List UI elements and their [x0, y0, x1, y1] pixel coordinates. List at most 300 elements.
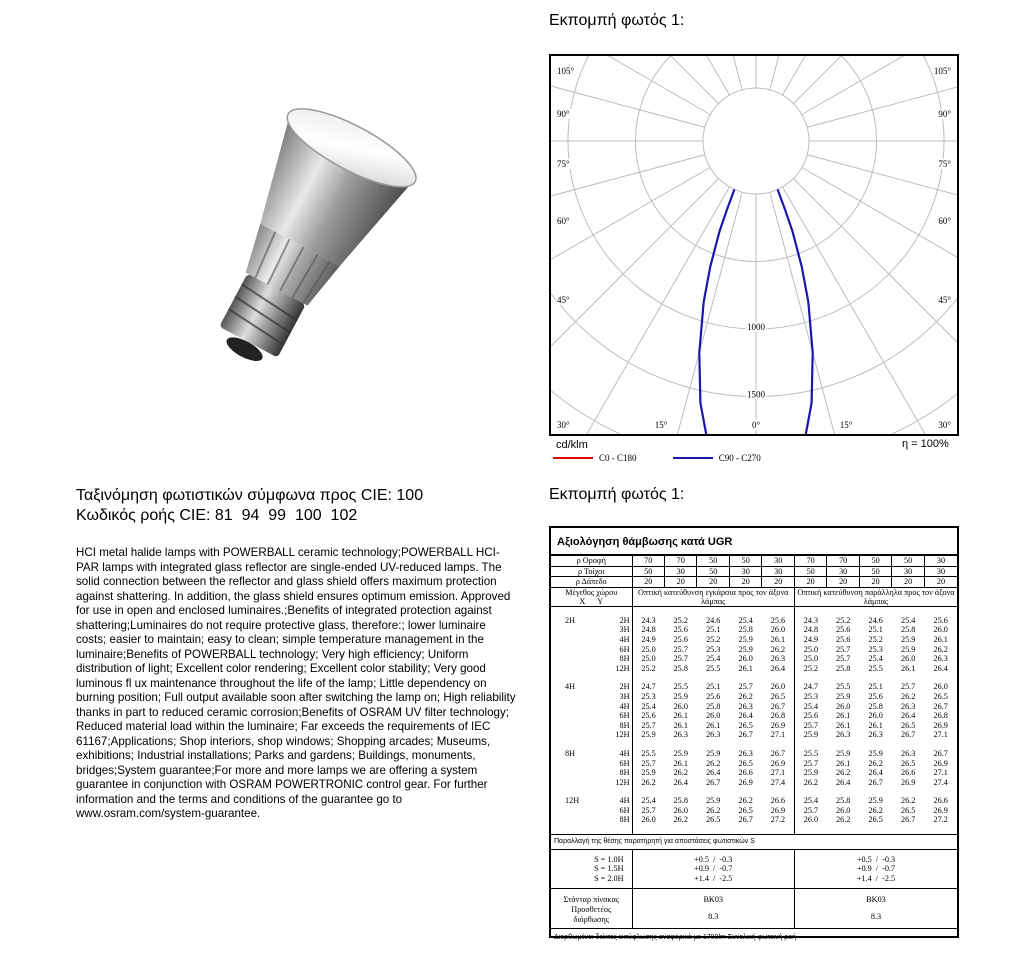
reflectance-value: 20 [697, 577, 729, 588]
ugr-value: 26.0 [641, 815, 656, 825]
room-y: 3H [599, 625, 632, 635]
ugr-value: 27.2 [762, 815, 794, 825]
ugr-value: 26.5 [738, 720, 753, 730]
polar-radial-line [551, 168, 710, 435]
ugr-value: 26.8 [762, 711, 794, 721]
ugr-row [551, 682, 957, 692]
room-x [551, 806, 599, 816]
ugr-value: 26.0 [933, 682, 948, 692]
reflectance-value: 30 [892, 566, 924, 577]
ugr-row [551, 645, 957, 655]
ugr-value: 25.6 [836, 625, 851, 635]
ugr-value: 25.8 [868, 701, 883, 711]
polar-radial-line [802, 56, 957, 115]
efficiency-label: η = 100% [902, 438, 949, 450]
ugr-value: 26.9 [762, 759, 794, 769]
ugr-value: 26.0 [673, 805, 688, 815]
ugr-value: 26.7 [933, 701, 948, 711]
polar-radial-line [551, 56, 730, 95]
polar-grid [551, 56, 957, 434]
room-y: 2H [599, 682, 632, 692]
ugr-row [551, 692, 957, 702]
ugr-value: 25.4 [738, 615, 753, 625]
reflectance-value: 30 [729, 566, 761, 577]
ugr-value: 26.5 [900, 805, 916, 815]
ugr-value: 25.9 [706, 748, 721, 758]
ugr-value: 24.9 [803, 634, 819, 644]
ugr-value: 25.1 [868, 625, 883, 635]
reflectance-value: 70 [632, 556, 664, 567]
reflectance-value: 30 [924, 556, 957, 567]
ugr-value: 25.2 [673, 615, 688, 625]
ugr-value: 26.2 [706, 758, 721, 768]
ugr-value: 26.7 [738, 730, 753, 740]
standard-parallel: BK03 [866, 895, 886, 905]
ugr-value: 26.3 [900, 748, 916, 758]
variation-row [551, 874, 957, 889]
ugr-value: 26.6 [762, 796, 794, 806]
polar-angle-label-left: 90° [557, 109, 570, 119]
room-y: 2H [599, 616, 632, 626]
ugr-footnote: Διορθωμένοι δείκτες εκτύφλωσης αναφορικά με 1700lm Συνολική φωτεινή ροή [551, 929, 957, 947]
ugr-value: 26.2 [673, 768, 688, 778]
ugr-value: 26.3 [900, 701, 916, 711]
ugr-value: 25.7 [673, 654, 688, 664]
polar-chart-svg [551, 56, 957, 434]
ugr-value: 26.3 [868, 730, 883, 740]
reflectance-value: 30 [762, 556, 794, 567]
room-y: 8H [599, 654, 632, 664]
reflectance-rows [551, 556, 957, 588]
reflectance-value: 20 [827, 577, 859, 588]
variation-row [551, 849, 957, 864]
size-header [551, 587, 957, 606]
ugr-value: 26.5 [706, 815, 721, 825]
room-y: 12H [599, 730, 632, 740]
reflectance-label: ρ Τοίχοι [551, 566, 632, 577]
ugr-value: 26.3 [836, 730, 851, 740]
ugr-value: 25.1 [706, 682, 721, 692]
ugr-value: 26.6 [900, 768, 916, 778]
ugr-value: 26.4 [933, 663, 948, 673]
ugr-value: 26.1 [673, 758, 688, 768]
ugr-value: 25.7 [641, 758, 656, 768]
ugr-value: 25.2 [868, 634, 883, 644]
ugr-value: 25.4 [900, 615, 916, 625]
legend-label-c0: C0 - C180 [599, 452, 637, 463]
ugr-variation [551, 834, 957, 947]
reflectance-label: ρ Δάπεδο [551, 577, 632, 588]
ugr-value: 25.8 [738, 625, 753, 635]
ugr-value: 27.2 [933, 815, 948, 825]
reflectance-value: 30 [924, 566, 957, 577]
ugr-value: 25.9 [673, 748, 688, 758]
ugr-value: 27.1 [762, 768, 794, 778]
ugr-row [551, 749, 957, 759]
ugr-row [551, 616, 957, 626]
ugr-value: 26.2 [900, 796, 916, 806]
cie-flux-code-line: Κωδικός ροής CIE: 81 94 99 100 102 [76, 507, 358, 524]
variation-value: +0.9 / -0.7 [632, 864, 795, 874]
ugr-value: 24.8 [641, 625, 656, 635]
reflectance-value: 50 [859, 556, 891, 567]
view-cross-header: Οπτική κατεύθυνση εγκάρσια προς τον άξονα λάμπας [632, 587, 794, 606]
ugr-value: 25.3 [641, 691, 656, 701]
ugr-value: 26.7 [900, 730, 916, 740]
ugr-value: 25.6 [641, 711, 656, 721]
legend-swatch-c0 [553, 457, 593, 459]
polar-angle-label-right: 75° [938, 159, 951, 169]
room-y: 8H [599, 768, 632, 778]
ugr-value: 26.2 [868, 758, 883, 768]
ugr-value: 25.6 [933, 615, 948, 625]
room-x [551, 645, 599, 655]
ugr-value: 25.0 [803, 644, 819, 654]
reflectance-value: 20 [665, 577, 697, 588]
ugr-value: 25.5 [836, 682, 851, 692]
reflectance-value: 20 [794, 577, 826, 588]
ugr-value: 26.0 [673, 701, 688, 711]
ugr-value: 26.2 [868, 805, 883, 815]
ugr-value: 25.9 [641, 768, 656, 778]
reflectance-value: 20 [729, 577, 761, 588]
reflectance-value: 70 [794, 556, 826, 567]
ugr-value: 26.2 [803, 777, 819, 787]
room-x [551, 635, 599, 645]
reflectance-value: 30 [665, 566, 697, 577]
room-x [551, 692, 599, 702]
ugr-value: 26.2 [900, 691, 916, 701]
ugr-value: 25.4 [706, 654, 721, 664]
ugr-row [551, 768, 957, 778]
ugr-row [551, 664, 957, 674]
room-x [551, 815, 599, 825]
polar-radial-line [551, 56, 742, 90]
ugr-value: 26.1 [836, 758, 851, 768]
ugr-value: 26.6 [933, 796, 948, 806]
ugr-value: 25.3 [868, 644, 883, 654]
room-size-label: Μέγεθος χώρου [565, 587, 618, 597]
ugr-value: 25.9 [803, 730, 819, 740]
ugr-value: 25.7 [803, 758, 819, 768]
ugr-value: 26.1 [836, 711, 851, 721]
room-x [551, 768, 599, 778]
ugr-value: 26.5 [900, 720, 916, 730]
ugr-value: 25.9 [900, 634, 916, 644]
ugr-value: 26.9 [738, 777, 753, 787]
ugr-value: 25.0 [641, 644, 656, 654]
ugr-value: 25.9 [738, 644, 753, 654]
ugr-value: 25.8 [706, 701, 721, 711]
ugr-value: 26.7 [868, 777, 883, 787]
variation-s: S = 1.5H [551, 864, 632, 874]
ugr-value: 26.3 [933, 654, 948, 664]
ugr-value: 25.8 [673, 796, 688, 806]
ugr-value: 26.2 [836, 815, 851, 825]
ugr-value: 26.1 [933, 634, 948, 644]
ugr-value: 25.9 [738, 634, 753, 644]
ugr-value: 25.8 [900, 625, 916, 635]
polar-inner-circle [703, 88, 809, 194]
ugr-value: 26.9 [933, 720, 948, 730]
ugr-value: 26.7 [706, 777, 721, 787]
polar-angle-label-right: 105° [933, 66, 951, 76]
ugr-value: 24.3 [641, 615, 656, 625]
ugr-row [551, 730, 957, 740]
ugr-value: 26.7 [762, 749, 794, 759]
room-y: 6H [599, 806, 632, 816]
reflectance-row [551, 556, 957, 567]
ugr-value: 25.6 [673, 634, 688, 644]
room-y: 4H [599, 749, 632, 759]
ugr-value: 26.2 [762, 645, 794, 655]
ugr-grid [551, 555, 957, 834]
ugr-value: 26.7 [738, 815, 753, 825]
ugr-value: 25.7 [900, 682, 916, 692]
ugr-value: 25.9 [836, 748, 851, 758]
ugr-value: 26.0 [762, 625, 794, 635]
cie-classification-line: Ταξινόμηση φωτιστικών σύμφωνα προς CIE: 100 [76, 487, 424, 504]
ugr-section-title: Εκπομπή φωτός 1: [549, 486, 685, 503]
ugr-value: 26.0 [738, 654, 753, 664]
reflectance-value: 70 [665, 556, 697, 567]
ugr-value: 26.3 [762, 654, 794, 664]
ugr-table [549, 526, 959, 942]
ugr-value: 25.7 [836, 654, 851, 664]
ugr-value: 25.7 [803, 805, 819, 815]
ugr-value: 26.0 [836, 701, 851, 711]
ugr-value: 26.2 [933, 644, 948, 654]
ugr-values [551, 606, 957, 834]
room-size-header [551, 587, 632, 606]
ugr-row [551, 625, 957, 635]
ugr-value: 24.7 [803, 682, 819, 692]
ugr-value: 27.1 [933, 730, 948, 740]
ugr-value: 26.0 [900, 654, 916, 664]
standard-label: Στάνταρ πίνακας [551, 889, 632, 905]
polar-angle-label-bottom: 30° [938, 420, 951, 430]
reflectance-value: 50 [697, 556, 729, 567]
polar-angle-label-right: 45° [938, 295, 951, 305]
ugr-value: 25.6 [868, 691, 883, 701]
room-x [551, 625, 599, 635]
ugr-value: 25.7 [641, 720, 656, 730]
ugr-value: 26.6 [738, 768, 753, 778]
ugr-value: 25.5 [673, 682, 688, 692]
room-x: 2H [565, 615, 576, 625]
variation-value: +0.5 / -0.3 [632, 849, 795, 864]
ugr-value: 25.8 [836, 663, 851, 673]
ugr-value: 27.4 [762, 778, 794, 788]
ugr-value: 25.6 [803, 711, 819, 721]
room-x: 8H [565, 748, 576, 758]
ugr-value: 26.5 [900, 758, 916, 768]
ugr-value: 26.4 [673, 777, 688, 787]
ugr-row [551, 721, 957, 731]
correction-label: Προσθετέος διόρθωσης [551, 905, 632, 929]
legend-swatch-c90 [673, 457, 713, 459]
variation-value: +1.4 / -2.5 [632, 874, 795, 889]
ugr-value: 24.9 [641, 634, 656, 644]
ugr-value: 25.0 [641, 654, 656, 664]
variation-s: S = 2.0H [551, 874, 632, 889]
ugr-value: 25.7 [738, 682, 753, 692]
ugr-value: 26.9 [933, 758, 948, 768]
reflectance-value: 20 [892, 577, 924, 588]
room-x [551, 730, 599, 740]
polar-angle-label-left: 105° [557, 66, 575, 76]
ugr-row [551, 806, 957, 816]
ugr-value: 26.8 [933, 711, 948, 721]
ugr-value: 25.2 [706, 634, 721, 644]
ugr-value: 25.6 [762, 616, 794, 626]
ugr-value: 26.1 [706, 720, 721, 730]
ugr-value: 25.7 [673, 644, 688, 654]
ugr-value: 24.7 [641, 682, 656, 692]
reflectance-label: ρ Οροφή [551, 556, 632, 567]
ugr-value: 26.0 [836, 805, 851, 815]
room-x [551, 759, 599, 769]
room-x [551, 664, 599, 674]
ugr-heading: Αξιολόγηση θάμβωσης κατά UGR [551, 528, 957, 555]
ugr-value: 25.5 [706, 663, 721, 673]
ugr-row [551, 778, 957, 788]
room-y: 12H [599, 664, 632, 674]
ugr-value: 26.3 [738, 701, 753, 711]
ugr-value: 26.7 [933, 748, 948, 758]
ugr-value: 24.6 [706, 615, 721, 625]
room-x [551, 721, 599, 731]
ugr-value: 25.9 [706, 796, 721, 806]
room-x [551, 654, 599, 664]
ugr-row [551, 654, 957, 664]
polar-angle-label-bottom: 30° [557, 420, 570, 430]
ugr-value: 26.3 [673, 730, 688, 740]
ugr-row [551, 796, 957, 806]
ugr-value: 26.1 [673, 711, 688, 721]
room-x [551, 711, 599, 721]
polar-legend [553, 452, 761, 463]
polar-radial-line [793, 178, 957, 434]
ugr-value: 25.5 [803, 748, 819, 758]
polar-radial-line [807, 155, 957, 374]
polar-radial-line [551, 178, 719, 434]
variation-s: S = 1.0H [551, 849, 632, 864]
ugr-value: 25.5 [641, 748, 656, 758]
ugr-value: 27.1 [933, 768, 948, 778]
reflectance-row [551, 577, 957, 588]
polar-radial-line [793, 56, 957, 104]
polar-angle-label-left: 75° [557, 159, 570, 169]
room-y: 8H [599, 815, 632, 825]
ugr-value: 25.7 [836, 644, 851, 654]
ugr-value: 25.1 [868, 682, 883, 692]
ugr-value: 27.1 [762, 730, 794, 740]
room-x [551, 702, 599, 712]
ugr-value: 26.1 [868, 720, 883, 730]
ugr-value: 26.0 [803, 815, 819, 825]
polar-radial-line [770, 56, 957, 90]
standard-cross: BK03 [632, 889, 795, 905]
ugr-value: 26.1 [836, 720, 851, 730]
ugr-value: 25.2 [836, 615, 851, 625]
room-y: 6H [599, 711, 632, 721]
room-x: 12H [565, 796, 580, 806]
ugr-value: 26.2 [706, 805, 721, 815]
reflectance-value: 20 [762, 577, 794, 588]
ugr-value: 26.9 [900, 777, 916, 787]
polar-radial-line [551, 56, 710, 115]
ugr-value: 25.1 [706, 625, 721, 635]
ugr-row [551, 711, 957, 721]
variation-rows [551, 849, 957, 889]
reflectance-value: 20 [924, 577, 957, 588]
room-y: 6H [599, 645, 632, 655]
ugr-row [551, 815, 957, 825]
ugr-value: 26.5 [738, 805, 753, 815]
ugr-value: 25.6 [673, 625, 688, 635]
ugr-value: 26.7 [762, 702, 794, 712]
reflectance-value: 30 [762, 566, 794, 577]
ugr-value: 24.8 [803, 625, 819, 635]
polar-radial-line [551, 192, 742, 434]
ugr-value: 26.0 [706, 711, 721, 721]
polar-radial-line [551, 56, 719, 104]
ugr-value: 26.1 [762, 635, 794, 645]
ugr-value: 25.3 [803, 691, 819, 701]
variation-value: +0.5 / -0.3 [856, 854, 896, 864]
legend-label-c90: C90 - C270 [718, 452, 761, 463]
reflectance-row [551, 566, 957, 577]
ugr-row [551, 759, 957, 769]
ugr-value: 26.5 [762, 692, 794, 702]
ugr-value: 25.9 [900, 644, 916, 654]
ugr-value: 25.4 [641, 701, 656, 711]
polar-angle-label-bottom: 0° [751, 420, 761, 430]
room-y: 8H [599, 721, 632, 731]
ugr-value: 24.6 [868, 615, 883, 625]
reflectance-value: 50 [729, 556, 761, 567]
ugr-value: 25.9 [641, 730, 656, 740]
polar-angle-label-right: 90° [938, 109, 951, 119]
ugr-value: 26.0 [933, 625, 948, 635]
ugr-value: 27.4 [933, 777, 948, 787]
reflectance-value: 50 [892, 556, 924, 567]
ugr-value: 25.4 [868, 654, 883, 664]
ugr-value: 26.4 [762, 664, 794, 674]
ugr-value: 25.8 [836, 796, 851, 806]
ugr-value: 25.7 [641, 805, 656, 815]
ugr-value: 26.5 [868, 815, 883, 825]
ugr-value: 26.4 [836, 777, 851, 787]
reflectance-value: 30 [827, 566, 859, 577]
polar-angle-label-right: 60° [938, 216, 951, 226]
ugr-value: 26.4 [900, 711, 916, 721]
room-x [551, 778, 599, 788]
correction-cross: 8.3 [632, 905, 795, 929]
ugr-value: 26.5 [933, 691, 948, 701]
ugr-value: 26.2 [673, 815, 688, 825]
room-y: 12H [599, 778, 632, 788]
ugr-value: 26.2 [641, 777, 656, 787]
ugr-value: 25.0 [803, 654, 819, 664]
room-y: 4H [599, 702, 632, 712]
ugr-value: 25.2 [803, 663, 819, 673]
ugr-value: 26.5 [738, 758, 753, 768]
reflectance-value: 70 [827, 556, 859, 567]
polar-radial-value: 1000 [747, 322, 765, 332]
room-y: 6H [599, 759, 632, 769]
